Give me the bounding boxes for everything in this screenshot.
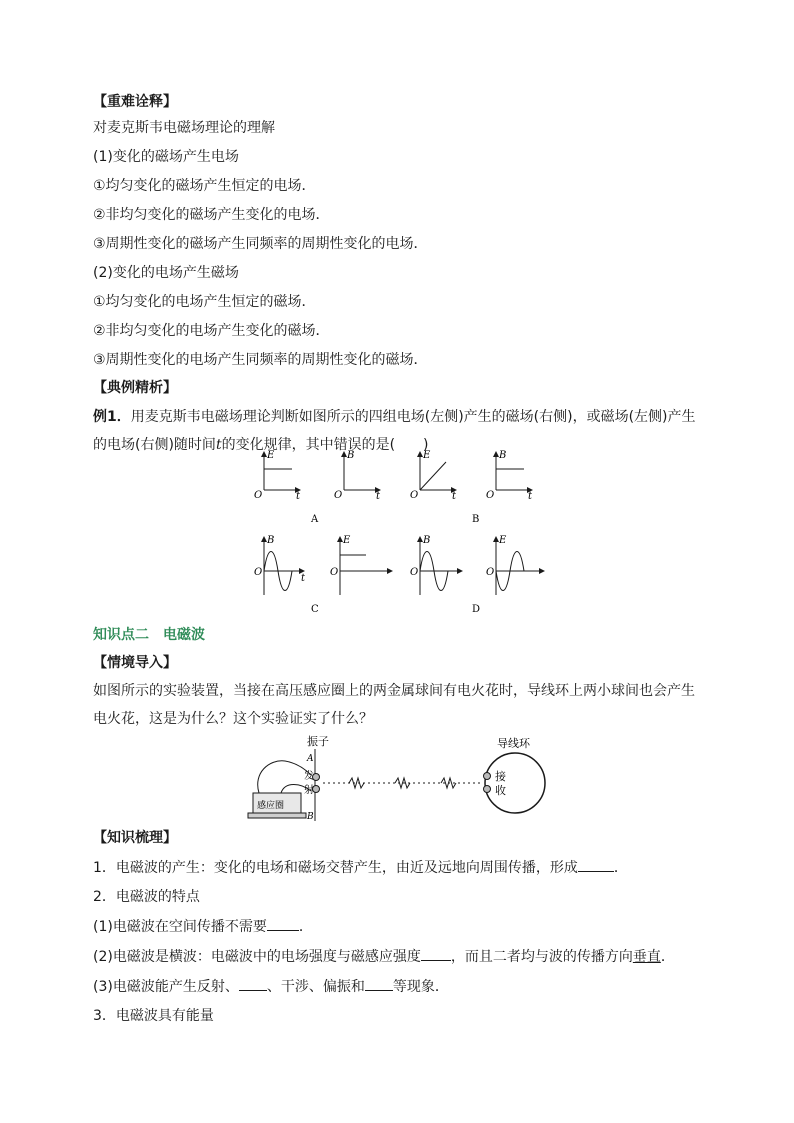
graph-b2 (486, 450, 533, 502)
example-text-1: 用麦克斯韦电磁场理论判断如图所示的四组电场(左侧)产生的磁场(右侧)，或磁场(左侧)产生 (130, 409, 696, 425)
blank-4[interactable] (239, 976, 267, 991)
graph-c1-yaxis: B (267, 535, 275, 546)
review-line-4 (93, 946, 713, 967)
knowledge-point-title: 知识点二 电磁波 (93, 627, 205, 643)
graph-a1-origin: O (254, 490, 263, 501)
coil-label: 感应圈 (257, 801, 285, 811)
graph-c2 (330, 535, 392, 595)
blank-2[interactable] (267, 916, 299, 931)
p1-item-2: ②非均匀变化的磁场产生变化的电场． (93, 207, 330, 223)
graphs-figure (240, 440, 560, 620)
graph-a2-yaxis: B (347, 450, 355, 461)
review-line-6: 3．电磁波具有能量 (93, 1008, 214, 1024)
emit-label-2: 射 (304, 785, 314, 796)
graph-b1-origin: O (410, 490, 419, 501)
label-c: C (311, 604, 319, 615)
wire-loop (484, 736, 546, 813)
graph-b1-yaxis: E (423, 450, 431, 461)
graph-b1-taxis: t (452, 491, 457, 502)
graph-d1-yaxis: B (423, 535, 431, 546)
apparatus-figure (245, 733, 565, 825)
p2-item-1: ①均匀变化的电场产生恒定的磁场． (93, 294, 316, 310)
induction-coil (248, 761, 311, 818)
wave-path (323, 778, 481, 788)
example-t: t (215, 437, 222, 453)
review-5-text-a: (3)电磁波能产生反射、 (93, 979, 239, 995)
p1-item-3: ③周期性变化的磁场产生同频率的周期性变化的电场． (93, 236, 428, 252)
graph-d1-origin: O (410, 567, 419, 578)
review-4-text-b: ，而且二者均与波的传播方向 (450, 949, 633, 965)
review-line-2: 2．电磁波的特点 (93, 889, 200, 905)
review-line-1 (93, 857, 713, 878)
graph-a1 (254, 450, 301, 502)
oscillator-label: 振子 (307, 735, 329, 748)
section-heading-context: 【情境导入】 (93, 655, 177, 671)
graph-b1 (410, 450, 457, 502)
intro-line-2: 电火花，这是为什么？这个实验证实了什么？ (93, 711, 373, 727)
intro-line-1: 如图所示的实验装置，当接在高压感应圈上的两金属球间有电火花时，导线环上两小球间也会产生 (93, 683, 695, 699)
p2-item-2: ②非均匀变化的电场产生变化的磁场． (93, 323, 330, 339)
graph-c1 (254, 535, 306, 595)
p2-item-3: ③周期性变化的电场产生同频率的周期性变化的磁场． (93, 352, 428, 368)
receive-label-1: 接 (495, 770, 506, 783)
part2-title: (2)变化的电场产生磁场 (93, 265, 239, 281)
review-4-text-a: (2)电磁波是横波：电磁波中的电场强度与磁感应强度 (93, 949, 421, 965)
section-heading-examples: 【典例精析】 (93, 380, 177, 396)
review-line-3 (93, 916, 713, 937)
review-5-text-b: 、干涉、偏振和 (266, 979, 365, 995)
graph-c2-origin: O (330, 567, 339, 578)
review-3-end: ． (298, 919, 313, 935)
graph-b2-origin: O (486, 490, 495, 501)
section-heading-review: 【知识梳理】 (93, 830, 177, 846)
blank-5[interactable] (365, 976, 393, 991)
label-d: D (472, 604, 481, 615)
review-4-answer: 垂直 (632, 949, 661, 965)
graph-d2-origin: O (486, 567, 495, 578)
p1-item-1: ①均匀变化的磁场产生恒定的电场． (93, 178, 316, 194)
section-heading-key-points: 【重难诠释】 (93, 94, 177, 110)
review-1-text: 1．电磁波的产生：变化的电场和磁场交替产生，由近及远地向周围传播，形成 (93, 860, 578, 876)
graph-a2-origin: O (334, 490, 343, 501)
blank-1[interactable] (578, 857, 614, 872)
receive-label-2: 收 (495, 784, 506, 797)
graph-d2-yaxis: E (499, 535, 507, 546)
example-line-1 (93, 407, 713, 427)
example-label: 例1． (93, 409, 131, 425)
example-text-2a: 的电场(右侧)随时间 (93, 437, 216, 453)
graph-c1-taxis: t (301, 573, 306, 584)
label-b: B (472, 514, 480, 525)
review-line-5 (93, 976, 713, 997)
part1-title: (1)变化的磁场产生电场 (93, 149, 239, 165)
graph-c2-yaxis: E (343, 535, 351, 546)
graph-a2 (334, 450, 381, 502)
section-knowledge-review (93, 828, 713, 1026)
review-1-end: ． (613, 860, 628, 876)
document-body (93, 92, 713, 455)
loop-label: 导线环 (497, 737, 530, 750)
graph-d1 (410, 535, 462, 595)
topic-title: 对麦克斯韦电磁场理论的理解 (93, 120, 275, 136)
label-a: A (311, 514, 319, 525)
graph-b2-taxis: t (528, 491, 533, 502)
point-a: A (307, 754, 314, 764)
blank-3[interactable] (421, 946, 451, 961)
review-3-text: (1)电磁波在空间传播不需要 (93, 919, 267, 935)
point-b: B (307, 812, 314, 822)
oscillator (304, 734, 329, 822)
graph-a2-taxis: t (376, 491, 381, 502)
review-4-end: ． (660, 949, 675, 965)
section-em-waves (93, 625, 713, 729)
graph-a1-yaxis: E (267, 450, 275, 461)
graph-d2 (486, 535, 544, 595)
emit-label-1: 发 (304, 771, 314, 782)
graph-c1-origin: O (254, 567, 263, 578)
review-5-text-c: 等现象． (392, 979, 449, 995)
graph-b2-yaxis: B (499, 450, 507, 461)
example-text-2b: 的变化规律，其中错误的是( ) (221, 437, 429, 453)
graph-a1-taxis: t (296, 491, 301, 502)
